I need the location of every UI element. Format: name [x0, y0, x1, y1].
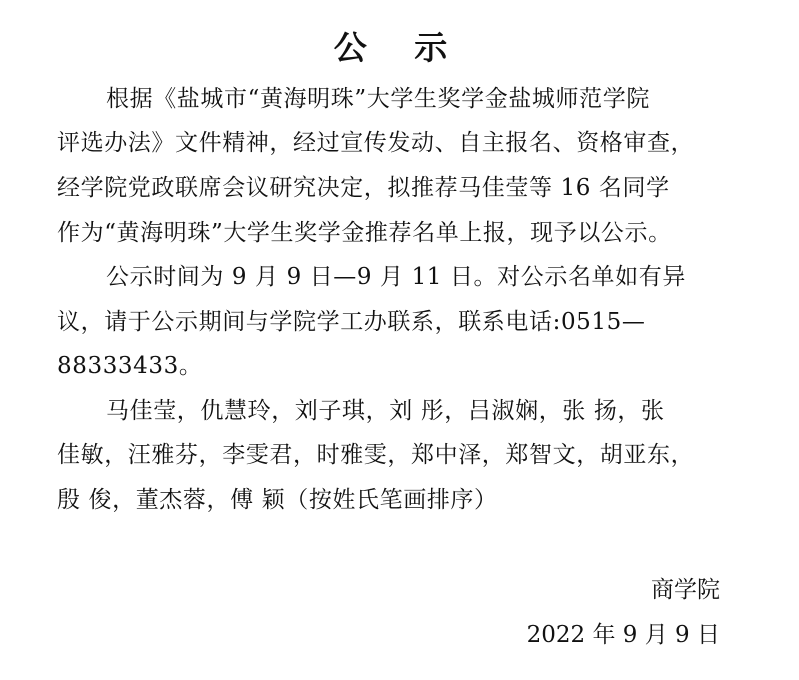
paragraph1-line-4: 作为“黄海明珠”大学生奖学金推荐名单上报，现予以公示。 [57, 220, 672, 246]
paragraph1-line-1: 根据《盐城市“黄海明珠”大学生奖学金盐城师范学院 [106, 86, 650, 112]
namelist-line-1: 马佳莹，仇慧玲，刘子琪，刘 彤，吕淑娴，张 扬，张 [106, 398, 665, 424]
paragraph2-line-1: 公示时间为 9 月 9 日—9 月 11 日。对公示名单如有异 [106, 264, 686, 290]
paragraph2-line-2: 议，请于公示期间与学院学工办联系，联系电话:0515— [57, 309, 646, 335]
paragraph2-line-3: 88333433。 [57, 353, 203, 379]
paragraph1-line-3: 经学院党政联席会议研究决定，拟推荐马佳莹等 16 名同学 [57, 175, 670, 201]
signature-date: 2022 年 9 月 9 日 [526, 622, 720, 648]
namelist-line-2: 佳敏，汪雅芬，李雯君，时雅雯，郑中泽，郑智文，胡亚东， [57, 442, 695, 468]
namelist-line-3: 殷 俊，董杰蓉，傅 颖（按姓氏笔画排序） [57, 487, 498, 513]
signature-org: 商学院 [651, 577, 720, 603]
notice-title: 公 示 [333, 28, 466, 67]
paragraph1-line-2: 评选办法》文件精神，经过宣传发动、自主报名、资格审查， [57, 130, 695, 156]
